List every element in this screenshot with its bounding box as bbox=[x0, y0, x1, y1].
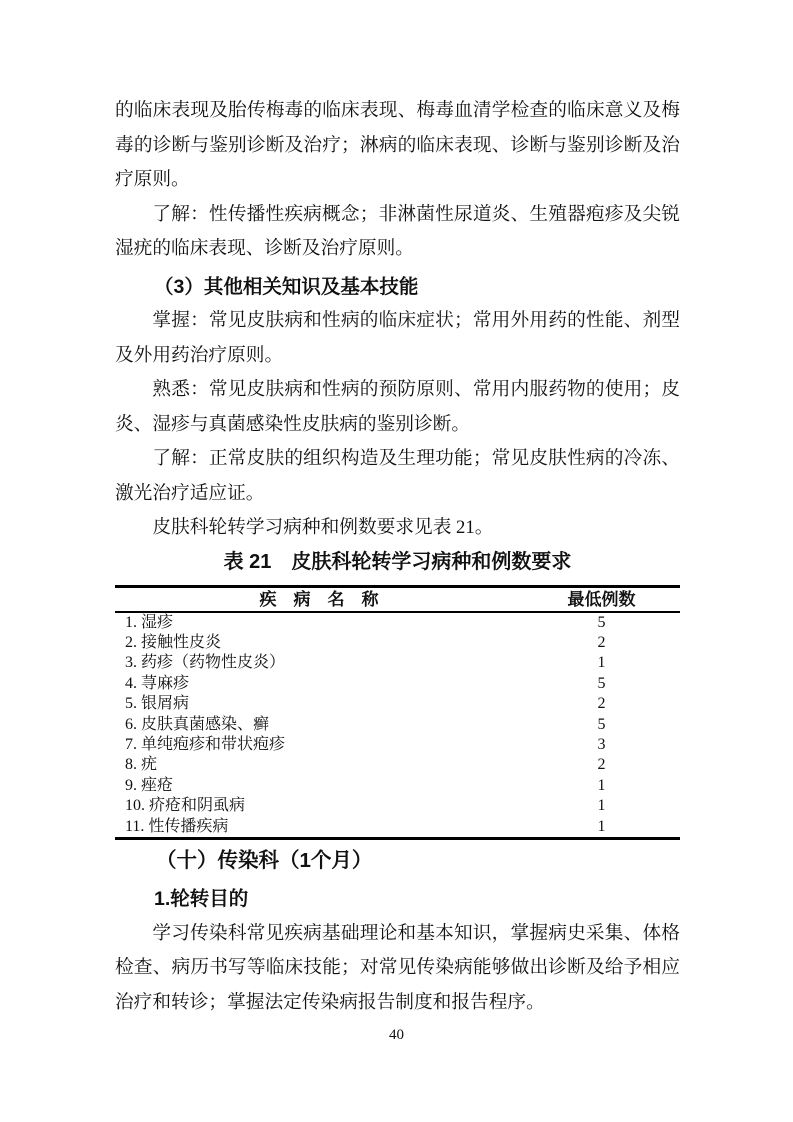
disease-name: 10. 疥疮和阴虱病 bbox=[125, 797, 246, 815]
min-cases: 5 bbox=[597, 674, 606, 692]
min-cases: 1 bbox=[597, 654, 606, 672]
paragraph-zhangwo: 掌握：常见皮肤病和性病的临床症状；常用外用药的性能、剂型及外用药治疗原则。 bbox=[115, 310, 680, 366]
table-row bbox=[115, 633, 680, 653]
min-cases: 1 bbox=[597, 817, 606, 835]
section-heading-infectious-diseases: （十）传染科（1个月） bbox=[156, 848, 373, 872]
table-row bbox=[115, 817, 680, 839]
min-cases: 2 bbox=[597, 633, 606, 651]
min-cases: 2 bbox=[597, 756, 606, 774]
paragraph-shuxi: 熟悉：常见皮肤病和性病的预防原则、常用内服药物的使用；皮炎、湿疹与真菌感染性皮肤病的鉴别诊断。 bbox=[115, 379, 680, 435]
table-row bbox=[115, 694, 680, 714]
disease-name: 7. 单纯疱疹和带状疱疹 bbox=[125, 735, 286, 753]
min-cases: 1 bbox=[597, 776, 606, 794]
paragraph-liaojie-std: 了解：性传播性疾病概念；非淋菌性尿道炎、生殖器疱疹及尖锐湿疣的临床表现、诊断及治疗原则。 bbox=[115, 203, 680, 259]
disease-name: 3. 药疹（药物性皮炎） bbox=[125, 654, 286, 672]
table-row bbox=[115, 612, 680, 633]
disease-name: 6. 皮肤真菌感染、癣 bbox=[125, 715, 270, 733]
disease-name: 8. 疣 bbox=[125, 756, 158, 774]
paragraph-table-ref: 皮肤科轮转学习病种和例数要求见表 21。 bbox=[152, 517, 494, 538]
min-cases: 1 bbox=[597, 797, 606, 815]
table-row bbox=[115, 715, 680, 735]
paragraph-liaojie-2: 了解：正常皮肤的组织构造及生理功能；常见皮肤性病的冷冻、激光治疗适应证。 bbox=[115, 448, 680, 504]
subsection-heading-rotation-purpose: 1.轮转目的 bbox=[154, 887, 249, 910]
min-cases: 3 bbox=[597, 735, 606, 753]
column-header-min-cases: 最低例数 bbox=[523, 586, 680, 612]
page-number: 40 bbox=[389, 1027, 404, 1043]
paragraph-continuation: 的临床表现及胎传梅毒的临床表现、梅毒血清学检查的临床意义及梅毒的诊断与鉴别诊断及治疗；淋病的临床表现、诊断与鉴别诊断及治疗原则。 bbox=[115, 100, 680, 190]
disease-name: 4. 荨麻疹 bbox=[125, 674, 190, 692]
table-row bbox=[115, 735, 680, 755]
min-cases: 5 bbox=[597, 613, 606, 631]
table-row bbox=[115, 755, 680, 775]
disease-name: 9. 痤疮 bbox=[125, 776, 174, 794]
column-header-disease-name: 疾 病 名 称 bbox=[115, 586, 523, 612]
min-cases: 5 bbox=[597, 715, 606, 733]
paragraph-rotation-purpose: 学习传染科常见疾病基础理论和基本知识，掌握病史采集、体格检查、病历书写等临床技能；对常见传染病能够做出诊断及给予相应治疗和转诊；掌握法定传染病报告制度和报告程序。 bbox=[115, 922, 680, 1013]
disease-name: 1. 湿疹 bbox=[125, 613, 174, 631]
disease-name: 5. 银屑病 bbox=[125, 695, 190, 713]
table-row bbox=[115, 776, 680, 796]
table-21-header bbox=[115, 586, 680, 612]
page-content bbox=[115, 0, 680, 1020]
table-21-title: 表 21 皮肤科轮转学习病种和例数要求 bbox=[223, 550, 572, 573]
disease-name: 11. 性传播疾病 bbox=[125, 817, 229, 835]
table-row bbox=[115, 796, 680, 816]
min-cases: 2 bbox=[597, 695, 606, 713]
table-row bbox=[115, 674, 680, 694]
disease-name: 2. 接触性皮炎 bbox=[125, 633, 222, 651]
heading-other-knowledge: （3）其他相关知识及基本技能 bbox=[154, 275, 419, 298]
table-row bbox=[115, 653, 680, 673]
table-21 bbox=[115, 585, 680, 840]
